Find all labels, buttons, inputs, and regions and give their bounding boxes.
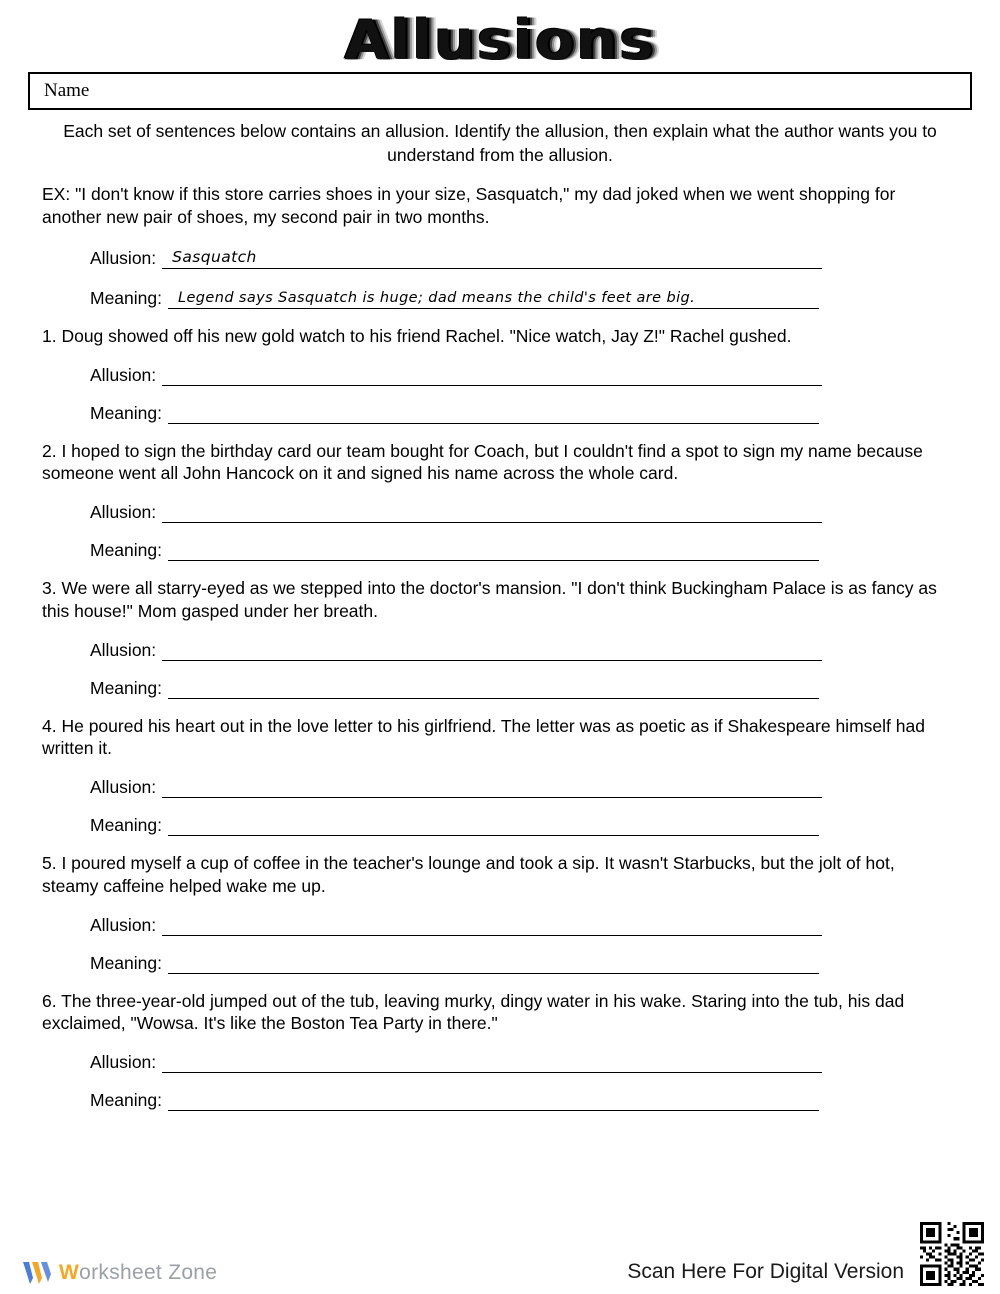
example-item (28, 183, 972, 309)
allusion-row (90, 499, 972, 523)
allusion-row (90, 1049, 972, 1073)
meaning-row (90, 1087, 972, 1111)
allusion-label: Allusion: (90, 639, 157, 660)
allusion-label: Allusion: (90, 364, 157, 385)
meaning-label: Meaning: (90, 287, 162, 308)
worksheet-zone-logo-icon (22, 1260, 52, 1286)
meaning-answer-line[interactable] (168, 540, 819, 561)
meaning-row (90, 812, 972, 836)
example-meaning-answer: Legend says Sasquatch is huge; dad means the child's feet are big. (178, 289, 696, 306)
meaning-label: Meaning: (90, 1090, 162, 1110)
meaning-answer-line[interactable] (168, 815, 819, 836)
allusion-row (90, 774, 972, 798)
allusion-answer-line[interactable] (162, 365, 822, 386)
scan-instruction: Scan Here For Digital Version (627, 1260, 904, 1283)
meaning-label: Meaning: (90, 815, 162, 835)
question-text: 5. I poured myself a cup of coffee in the teacher's lounge and took a sip. It wasn't Starbucks, but the jolt of hot, steamy caffeine helped wake me up. (42, 853, 895, 896)
allusion-answer-line[interactable] (162, 1052, 822, 1073)
title-container (28, 0, 972, 72)
brand-logo (22, 1260, 217, 1286)
allusion-label: Allusion: (90, 1052, 157, 1072)
question-text: 6. The three-year-old jumped out of the tub, leaving murky, dingy water in his wake. Staring into the tub, his dad exclaimed, "Wowsa. It's like the Boston Tea Party in there." (42, 990, 905, 1034)
name-field[interactable] (28, 72, 972, 110)
question-item (28, 852, 972, 974)
allusion-answer-line[interactable] (162, 915, 822, 936)
question-text: 3. We were all starry-eyed as we stepped into the doctor's mansion. "I don't think Buckingham Palace is as fancy as this house!" Mom gasped under her breath. (42, 578, 937, 621)
allusion-label: Allusion: (90, 247, 157, 268)
question-item (28, 715, 972, 837)
example-meaning-line[interactable] (168, 288, 819, 309)
page-title: Allusions (344, 9, 656, 72)
question-item (28, 325, 972, 424)
instructions-text: Each set of sentences below contains an allusion. Identify the allusion, then explain what the author wants you to understand from the allusion. (63, 121, 937, 165)
example-allusion-line[interactable] (162, 248, 822, 269)
meaning-row (90, 950, 972, 974)
brand-initial: W (59, 1261, 80, 1284)
allusion-answer-line[interactable] (162, 777, 822, 798)
allusion-answer-line[interactable] (162, 640, 822, 661)
meaning-label: Meaning: (90, 677, 162, 698)
allusion-row (90, 362, 972, 386)
allusion-label: Allusion: (90, 502, 157, 522)
meaning-row (90, 675, 972, 699)
example-allusion-row (90, 245, 972, 269)
allusion-row (90, 637, 972, 661)
example-meaning-row (90, 285, 972, 309)
qr-code-icon[interactable] (920, 1222, 984, 1286)
meaning-answer-line[interactable] (168, 953, 819, 974)
question-item (28, 577, 972, 699)
allusion-row (90, 912, 972, 936)
allusion-label: Allusion: (90, 777, 157, 797)
brand-name (59, 1261, 217, 1285)
meaning-answer-line[interactable] (168, 403, 819, 424)
question-text: 2. I hoped to sign the birthday card our team bought for Coach, but I couldn't find a spot to sign my name because someone went all John Hancock on it and signed his name across the whole card. (42, 440, 923, 484)
example-allusion-answer: Sasquatch (172, 247, 257, 266)
allusion-answer-line[interactable] (162, 502, 822, 523)
question-item (28, 990, 972, 1112)
brand-rest: orksheet Zone (79, 1261, 218, 1284)
meaning-answer-line[interactable] (168, 1090, 819, 1111)
page-footer (0, 1238, 1000, 1294)
meaning-row (90, 400, 972, 424)
question-item (28, 440, 972, 562)
meaning-label: Meaning: (90, 402, 162, 423)
meaning-row (90, 537, 972, 561)
name-label: Name (44, 80, 90, 101)
allusion-label: Allusion: (90, 914, 157, 935)
question-text: 1. Doug showed off his new gold watch to his friend Rachel. "Nice watch, Jay Z!" Rachel gushed. (42, 325, 792, 346)
meaning-label: Meaning: (90, 540, 162, 560)
example-text: EX: "I don't know if this store carries shoes in your size, Sasquatch," my dad joked when we went shopping for another new pair of shoes, my second pair in two months. (42, 184, 896, 227)
meaning-answer-line[interactable] (168, 678, 819, 699)
question-text: 4. He poured his heart out in the love letter to his girlfriend. The letter was as poetic as if Shakespeare himself had written it. (42, 715, 925, 759)
meaning-label: Meaning: (90, 952, 162, 973)
